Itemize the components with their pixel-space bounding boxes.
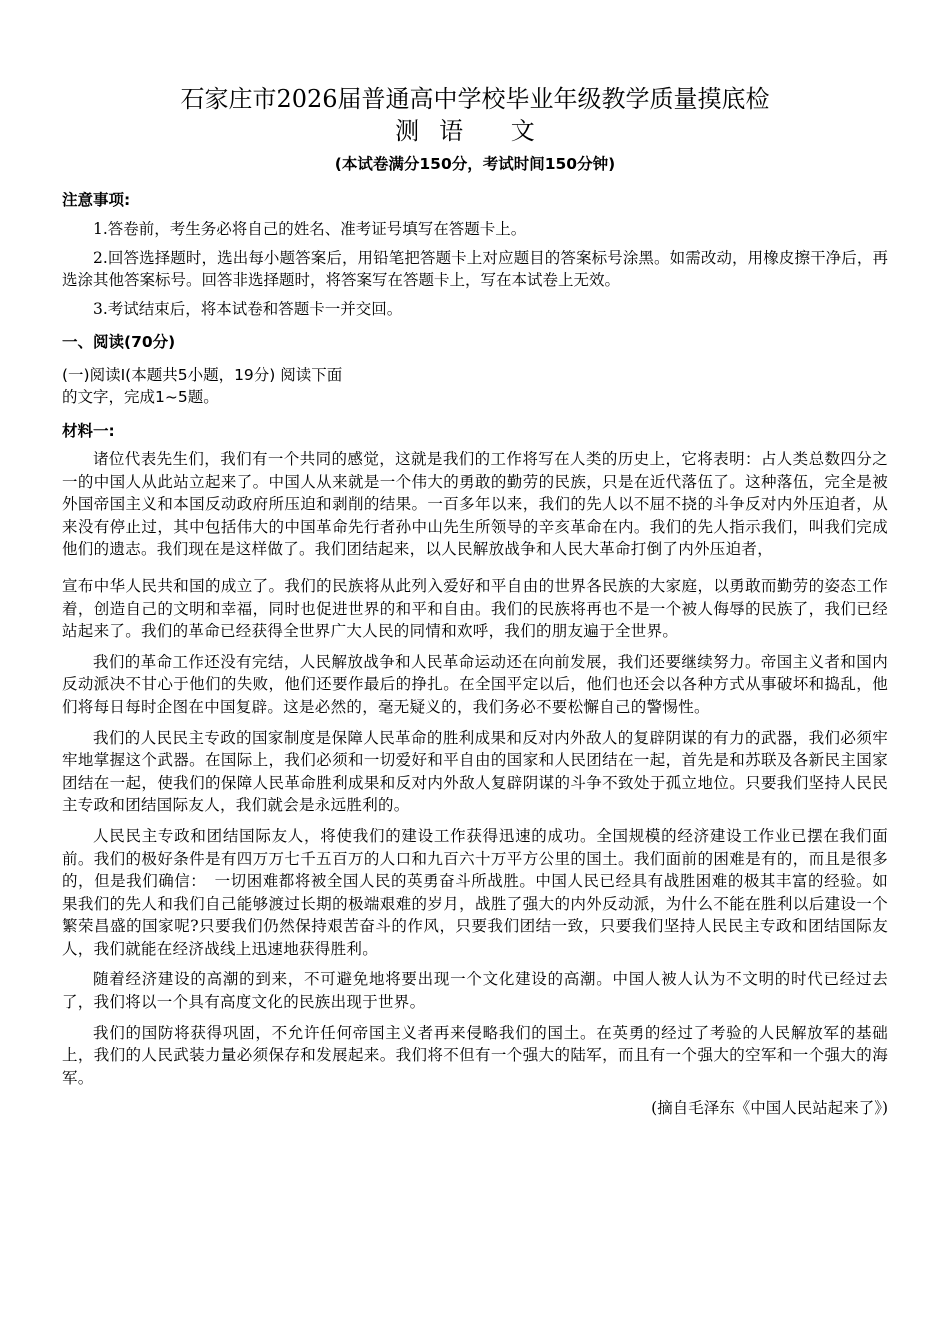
- material-label: 材料一:: [62, 422, 115, 440]
- section-heading: 一、阅读(70分): [62, 333, 176, 351]
- subject-title: 测语 文: [395, 117, 555, 145]
- notice-heading: 注意事项:: [62, 191, 131, 209]
- passage-paragraph-1: 诸位代表先生们，我们有一个共同的感觉，这就是我们的工作将写在人类的历史上，它将表明：占人类总数四分之一的中国人从此站立起来了。中国人从来就是一个伟大的勇敢的勤劳的民族，只是在近代落伍了。这种落伍，完全是被外国帝国主义和本国反动政府所压迫和剥削的结果。一百多年以来，我们的先人以不屈不挠的斗争反对内外压迫者，从来没有停止过，其中包括伟大的中国革命先行者孙中山先生所领导的辛亥革命在内。我们的先人指示我们，叫我们完成他们的遗志。我们现在是这样做了。我们团结起来，以人民解放战争和人民大革命打倒了内外压迫者，: [62, 450, 888, 559]
- passage-paragraph-6: 随着经济建设的高潮的到来，不可避免地将要出现一个文化建设的高潮。中国人被人认为不文明的时代已经过去了，我们将以一个具有高度文化的民族出现于世界。: [62, 970, 888, 1012]
- notice-item-1: 1.答卷前，考生务必将自己的姓名、准考证号填写在答题卡上。: [93, 220, 527, 238]
- passage-source: (摘自毛泽东《中国人民站起来了》): [651, 1099, 888, 1118]
- exam-title: 石家庄市2026届普通高中学校毕业年级教学质量摸底检: [180, 85, 770, 113]
- exam-page: [62, 82, 888, 1119]
- passage-paragraph-4: 我们的人民民主专政的国家制度是保障人民革命的胜利成果和反对内外敌人的复辟阴谋的有力的武器，我们必须牢牢地掌握这个武器。在国际上，我们必须和一切爱好和平自由的国家和人民团结在一起，首先是和苏联及各新民主国家团结在一起，使我们的保障人民革命胜利成果和反对内外敌人复辟阴谋的斗争不致处于孤立地位。只要我们坚持人民民主专政和团结国际友人，我们就会是永远胜利的。: [62, 728, 888, 815]
- passage-paragraph-7: 我们的国防将获得巩固，不允许任何帝国主义者再来侵略我们的国土。在英勇的经过了考验的人民解放军的基础上，我们的人民武装力量必须保存和发展起来。我们将不但有一个强大的陆军，而且有一个强大的空军和一个强大的海军。: [62, 1023, 888, 1087]
- notice-item-3: 3.考试结束后，将本试卷和答题卡一并交回。: [93, 299, 403, 318]
- notice-item-2: 2.回答选择题时，选出每小题答案后，用铅笔把答题卡上对应题目的答案标号涂黑。如需改动，用橡皮擦干净后，再选涂其他答案标号。回答非选择题时，将答案写在答题卡上，写在本试卷上无效。: [62, 248, 888, 289]
- exam-info: (本试卷满分150分，考试时间150分钟): [334, 155, 616, 173]
- passage-paragraph-5: 人民民主专政和团结国际友人，将使我们的建设工作获得迅速的成功。全国规模的经济建设工作业已摆在我们面前。我们的极好条件是有四万万七千五百万的人口和九百六十万平方公里的国土。我们面前的困难是有的，而且是很多的，但是我们确信： 一切困难都将被全国人民的英勇奋斗所战胜。中国人民已经具有战胜困难的极其丰富的经验。如果我们的先人和我们自己能够渡过长期的极端艰难的岁月，战胜了强大的内外反动派，为什么不能在胜利以后建设一个繁荣昌盛的国家呢?只要我们仍然保持艰苦奋斗的作风，只要我们团结一致，只要我们坚持人民民主专政和团结国际友人，我们就能在经济战线上迅速地获得胜利。: [62, 826, 888, 958]
- passage-paragraph-2: 宣布中华人民共和国的成立了。我们的民族将从此列入爱好和平自由的世界各民族的大家庭，以勇敢而勤劳的姿态工作着，创造自己的文明和幸福，同时也促进世界的和平和自由。我们的民族将再也不是一个被人侮辱的民族了，我们已经站起来了。我们的革命已经获得全世界广大人民的同情和欢呼，我们的朋友遍于全世界。: [62, 576, 888, 641]
- subsection-heading: (一)阅读Ⅰ(本题共5小题，19分) 阅读下面的文字，完成1~5题。: [62, 366, 343, 406]
- passage-paragraph-3: 我们的革命工作还没有完结，人民解放战争和人民革命运动还在向前发展，我们还要继续努力。帝国主义者和国内反动派决不甘心于他们的失败，他们还要作最后的挣扎。在全国平定以后，他们也还会以各种方式从事破坏和捣乱，他们将每日每时企图在中国复辟。这是必然的，毫无疑义的，我们务必不要松懈自己的警惕性。: [62, 652, 888, 716]
